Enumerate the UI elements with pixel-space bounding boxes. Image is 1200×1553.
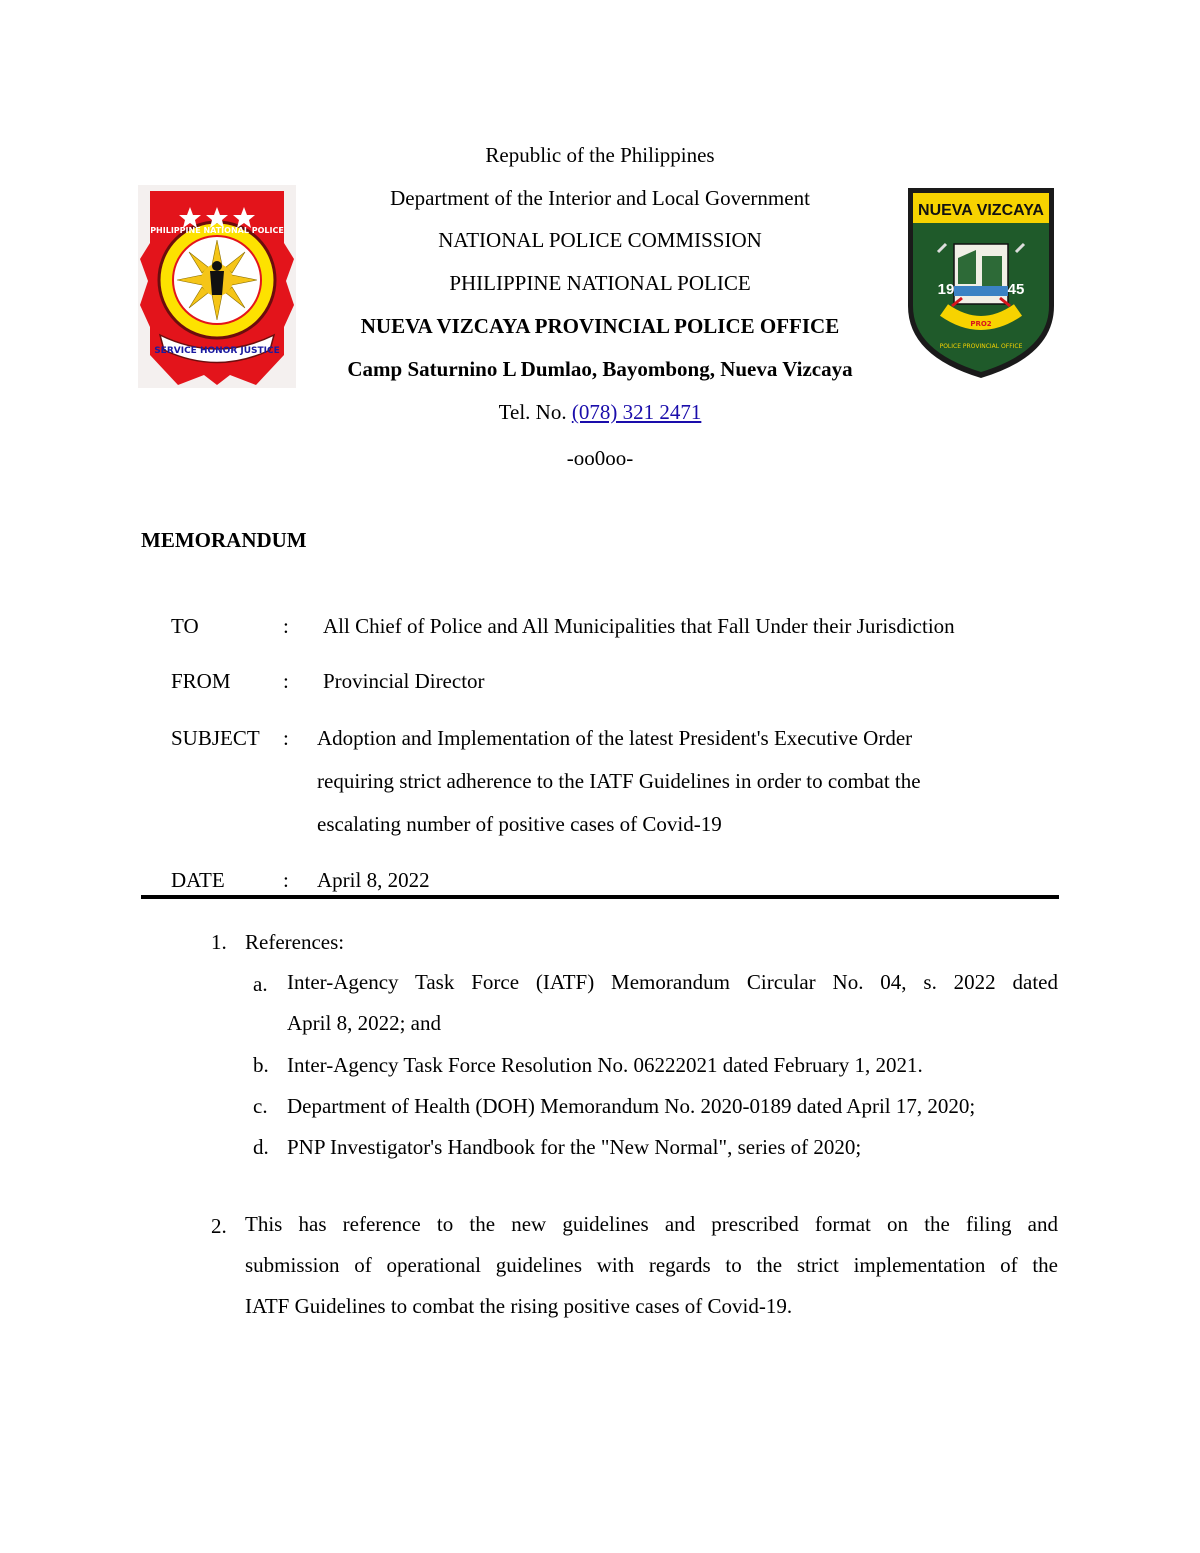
shield-year-right: 45 — [1007, 281, 1025, 298]
header-separator: -oo0oo- — [566, 446, 634, 470]
header-office: NUEVA VIZCAYA PROVINCIAL POLICE OFFICE — [360, 314, 840, 338]
paragraph-line: IATF Guidelines to combat the rising positive cases of Covid-19. — [245, 1294, 793, 1318]
subject-line: Adoption and Implementation of the latest President's Executive Order — [317, 726, 913, 750]
to-colon: : — [283, 614, 289, 638]
header-dilg: Department of the Interior and Local Government — [390, 186, 810, 210]
subject-label: SUBJECT — [171, 726, 260, 750]
header-napolcom: NATIONAL POLICE COMMISSION — [438, 228, 762, 252]
reference-item-b: Inter-Agency Task Force Resolution No. 06222021 dated February 1, 2021. — [287, 1053, 923, 1077]
item-number: 1. — [211, 930, 227, 954]
date-colon: : — [283, 868, 289, 892]
from-colon: : — [283, 669, 289, 693]
from-value: Provincial Director — [323, 669, 485, 693]
paragraph-line: submission of operational guidelines with regards to the strict implementation of the — [245, 1253, 1058, 1277]
shield-arc-text: POLICE PROVINCIAL OFFICE — [939, 343, 1023, 350]
shield-banner-text: NUEVA VIZCAYA — [918, 202, 1044, 219]
subject-line: escalating number of positive cases of Covid-19 — [317, 812, 722, 836]
reference-letter: c. — [253, 1094, 268, 1118]
reference-line: April 8, 2022; and — [287, 1011, 441, 1035]
paragraph-line: This has reference to the new guidelines and prescribed format on the filing and — [245, 1212, 1058, 1236]
reference-item-a — [287, 962, 1058, 1044]
paragraph-2 — [245, 1204, 1058, 1327]
tel-label: Tel. No. — [498, 400, 567, 424]
shield-ribbon-text: PRO2 — [970, 320, 992, 328]
reference-item-d: PNP Investigator's Handbook for the "New Normal", series of 2020; — [287, 1135, 862, 1159]
header-republic: Republic of the Philippines — [485, 143, 715, 167]
memo-title: MEMORANDUM — [141, 528, 307, 552]
date-label: DATE — [171, 868, 225, 892]
reference-letter: b. — [253, 1053, 269, 1077]
subject-colon: : — [283, 726, 289, 750]
subject-line: requiring strict adherence to the IATF Guidelines in order to combat the — [317, 769, 921, 793]
from-label: FROM — [171, 669, 231, 693]
nueva-vizcaya-shield-logo — [906, 186, 1056, 380]
header-pnp: PHILIPPINE NATIONAL POLICE — [449, 271, 751, 295]
item-references-title: References: — [245, 930, 345, 954]
reference-letter: a. — [253, 972, 268, 996]
item-number: 2. — [211, 1214, 227, 1238]
reference-letter: d. — [253, 1135, 269, 1159]
pnp-seal-ring-text: PHILIPPINE NATIONAL POLICE — [150, 226, 284, 235]
date-value: April 8, 2022 — [317, 868, 430, 892]
reference-item-c: Department of Health (DOH) Memorandum No. 2020-0189 dated April 17, 2020; — [287, 1094, 976, 1118]
tel-number-link[interactable]: (078) 321 2471 — [571, 400, 702, 424]
shield-year-left: 19 — [937, 281, 955, 298]
reference-line: Inter-Agency Task Force (IATF) Memorandum Circular No. 04, s. 2022 dated — [287, 970, 1058, 994]
to-label: TO — [171, 614, 199, 638]
to-value: All Chief of Police and All Municipalities that Fall Under their Jurisdiction — [323, 614, 955, 638]
header-camp-address: Camp Saturnino L Dumlao, Bayombong, Nueva Vizcaya — [347, 357, 853, 381]
pnp-seal-logo — [138, 185, 296, 388]
header-telephone — [300, 400, 900, 425]
pnp-seal-banner: SERVICE HONOR JUSTICE — [154, 346, 280, 356]
memo-divider — [141, 895, 1059, 899]
